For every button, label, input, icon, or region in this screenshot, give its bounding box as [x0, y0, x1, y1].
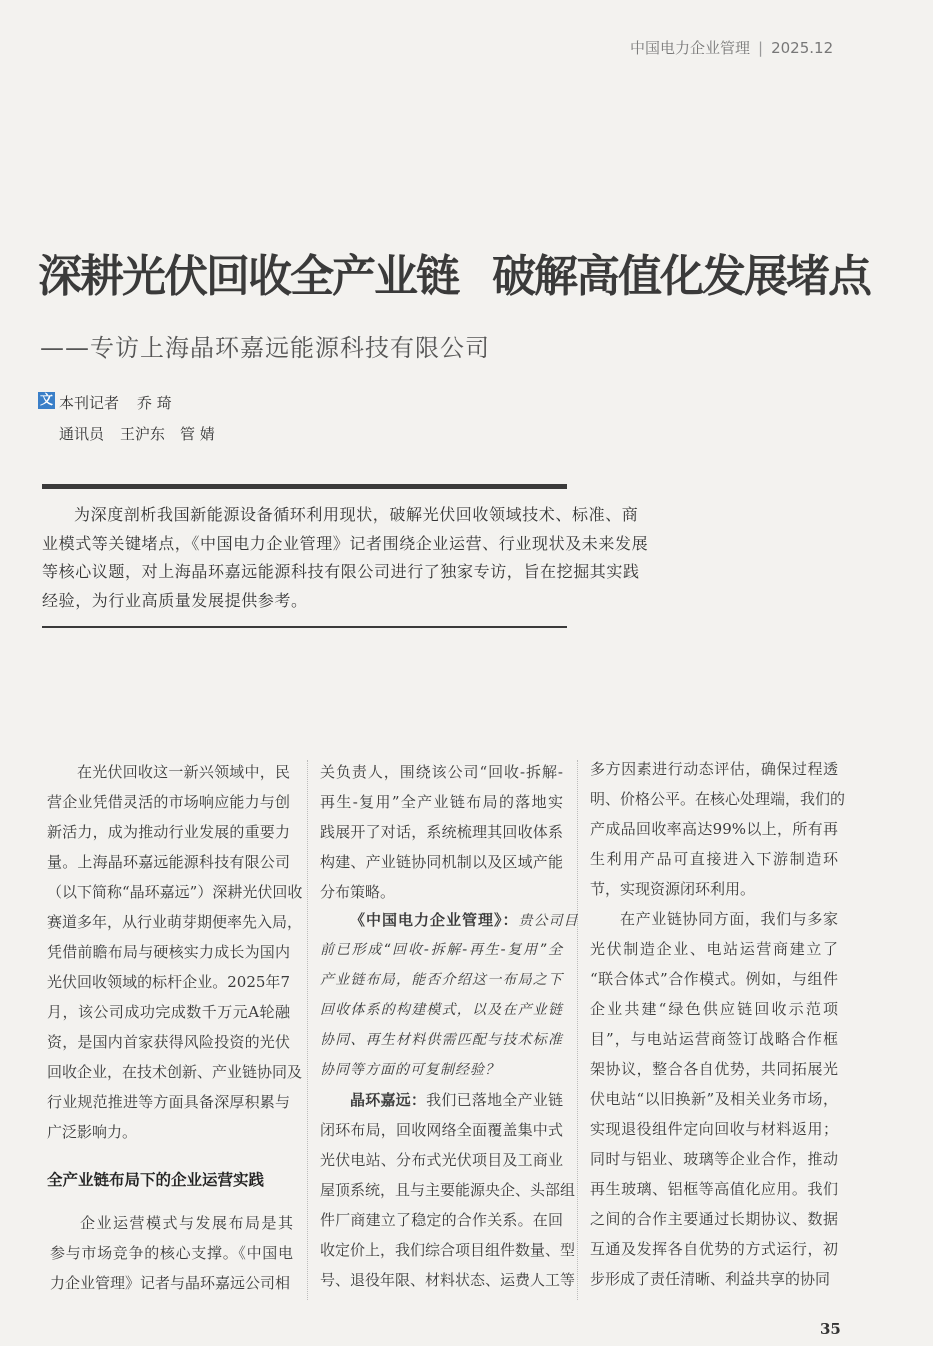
- text-line: 节，实现资源闭环利用。: [590, 880, 756, 898]
- text-line: 营企业凭借灵活的市场响应能力与创: [47, 793, 290, 811]
- text-line: 广泛影响力。: [47, 1123, 138, 1141]
- text-line: 产成品回收率高达99%以上，所有再: [590, 820, 838, 838]
- question-line: 贵公司目: [518, 913, 579, 929]
- column-2-paragraph-1: [320, 757, 563, 907]
- correspondent-label: 通讯员: [59, 425, 105, 443]
- text-line: 收定价上，我们综合项目组件数量、型: [320, 1241, 576, 1259]
- text-line: 分布策略。: [320, 883, 396, 901]
- byline-correspondents: [59, 423, 215, 444]
- text-line: 赛道多年，从行业萌芽期便率先入局，: [47, 913, 303, 931]
- header-separator: |: [758, 39, 764, 57]
- text-line: 构建、产业链协同机制以及区域产能: [320, 853, 563, 871]
- text-line: 光伏回收领域的标杆企业。2025年7: [47, 973, 290, 991]
- column-divider: [307, 760, 308, 1300]
- text-line: 实现退役组件定向回收与材料返用；: [590, 1120, 838, 1138]
- text-line: 为深度剖析我国新能源设备循环利用现状，破解光伏回收领域技术、标准、商: [74, 505, 639, 524]
- text-line: 量。上海晶环嘉远能源科技有限公司: [47, 853, 290, 871]
- text-line: 光伏电站、分布式光伏项目及工商业: [320, 1151, 563, 1169]
- text-line: 业模式等关键堵点，《中国电力企业管理》记者围绕企业运营、行业现状及未来发展: [42, 533, 649, 553]
- column-1-paragraph-2: [50, 1208, 293, 1298]
- answer-line: 我们已落地全产业链: [426, 1091, 563, 1109]
- question-speaker: 《中国电力企业管理》：: [350, 911, 519, 929]
- text-line: 在产业链协同方面，我们与多家: [620, 910, 838, 928]
- text-line: 目”，与电站运营商签订战略合作框: [590, 1030, 838, 1048]
- text-line: 协同、再生材料供需匹配与技术标准: [320, 1032, 563, 1048]
- text-line: 践展开了对话，系统梳理其回收体系: [320, 823, 563, 841]
- text-line: 凭借前瞻布局与硬核实力成长为国内: [47, 943, 290, 961]
- text-line: 企业运营模式与发展布局是其: [80, 1214, 293, 1232]
- text-line: “联合体式”合作模式。例如，与组件: [590, 970, 838, 988]
- column-3-paragraph-1: [590, 754, 846, 904]
- text-line: 光伏制造企业、电站运营商建立了: [590, 940, 838, 958]
- title-part-1: 深耕光伏回收全产业链: [38, 251, 458, 302]
- answer-body: [320, 1115, 576, 1295]
- interview-question: [320, 905, 579, 1085]
- text-line: 经验，为行业高质量发展提供参考。: [42, 590, 308, 610]
- question-body: [320, 935, 563, 1085]
- text-line: 企业共建“绿色供应链回收示范项: [590, 1000, 838, 1018]
- issue-number: 2025.12: [771, 39, 834, 57]
- text-line: 号、退役年限、材料状态、运费人工等: [320, 1271, 576, 1289]
- lead-paragraph: [42, 501, 649, 615]
- article-title: [38, 240, 870, 304]
- column-divider: [577, 760, 578, 1300]
- text-line: 再生玻璃、铝框等高值化应用。我们: [590, 1180, 838, 1198]
- text-line: 伏电站“以旧换新”及相关业务市场，: [590, 1090, 838, 1108]
- text-line: 新活力，成为推动行业发展的重要力: [47, 823, 290, 841]
- byline-reporter: [59, 392, 172, 413]
- column-3-paragraph-2: [590, 904, 838, 1294]
- text-line: 等核心议题，对上海晶环嘉远能源科技有限公司进行了独家专访，旨在挖掘其实践: [42, 562, 640, 581]
- text-line: （以下简称“晶环嘉远”）深耕光伏回收: [47, 883, 303, 901]
- text-line: 产业链布局，能否介绍这一布局之下: [320, 972, 563, 988]
- answer-speaker: 晶环嘉远：: [350, 1091, 427, 1109]
- text-line: 关负责人，围绕该公司“回收-拆解-: [320, 763, 563, 781]
- text-line: 力企业管理》记者与晶环嘉远公司相: [50, 1274, 291, 1292]
- section-heading: 全产业链布局下的企业运营实践: [47, 1171, 265, 1189]
- reporter-name: 乔 琦: [137, 394, 172, 412]
- text-badge-icon: 文: [39, 393, 53, 408]
- text-line: 架协议，整合各自优势，共同拓展光: [590, 1060, 838, 1078]
- title-part-2: 破解高值化发展堵点: [492, 251, 870, 302]
- text-line: 再生-复用”全产业链布局的落地实: [320, 793, 563, 811]
- text-line: 件厂商建立了稳定的合作关系。在回: [320, 1211, 563, 1229]
- text-line: 同时与铝业、玻璃等企业合作，推动: [590, 1150, 838, 1168]
- text-line: 回收体系的构建模式，以及在产业链: [320, 1002, 563, 1018]
- lead-top-rule: [42, 484, 567, 489]
- page-number: 35: [820, 1320, 841, 1338]
- text-line: 前已形成“回收-拆解-再生-复用”全: [320, 942, 563, 958]
- text-line: 月，该公司成功完成数千万元A轮融: [47, 1003, 290, 1021]
- text-line: 之间的合作主要通过长期协议、数据: [590, 1210, 838, 1228]
- interview-answer: [320, 1085, 576, 1295]
- correspondent-names: 王沪东 管 婧: [120, 425, 215, 443]
- column-1-paragraph-1: [47, 757, 303, 1147]
- running-header: [630, 37, 833, 58]
- text-line: 步形成了责任清晰、利益共享的协同: [590, 1270, 831, 1288]
- reporter-label: 本刊记者: [59, 394, 120, 412]
- text-line: 明、价格公平。在核心处理端，我们的: [590, 790, 846, 808]
- text-line: 屋顶系统，且与主要能源央企、头部组: [320, 1181, 576, 1199]
- text-line: 互通及发挥各自优势的方式运行，初: [590, 1240, 838, 1258]
- text-line: 行业规范推进等方面具备深厚积累与: [47, 1093, 290, 1111]
- text-line: 在光伏回收这一新兴领域中，民: [77, 763, 290, 781]
- text-line: 生利用产品可直接进入下游制造环: [590, 850, 838, 868]
- text-line: 多方因素进行动态评估，确保过程透: [590, 760, 838, 778]
- lead-bottom-rule: [42, 626, 567, 628]
- text-line: 协同等方面的可复制经验？: [320, 1062, 500, 1078]
- text-line: 回收企业，在技术创新、产业链协同及: [47, 1063, 303, 1081]
- magazine-name: 中国电力企业管理: [630, 39, 751, 57]
- text-line: 闭环布局，回收网络全面覆盖集中式: [320, 1121, 563, 1139]
- text-line: 参与市场竞争的核心支撑。《中国电: [50, 1244, 293, 1262]
- article-subtitle: ——专访上海晶环嘉远能源科技有限公司: [40, 334, 490, 362]
- text-line: 资，是国内首家获得风险投资的光伏: [47, 1033, 290, 1051]
